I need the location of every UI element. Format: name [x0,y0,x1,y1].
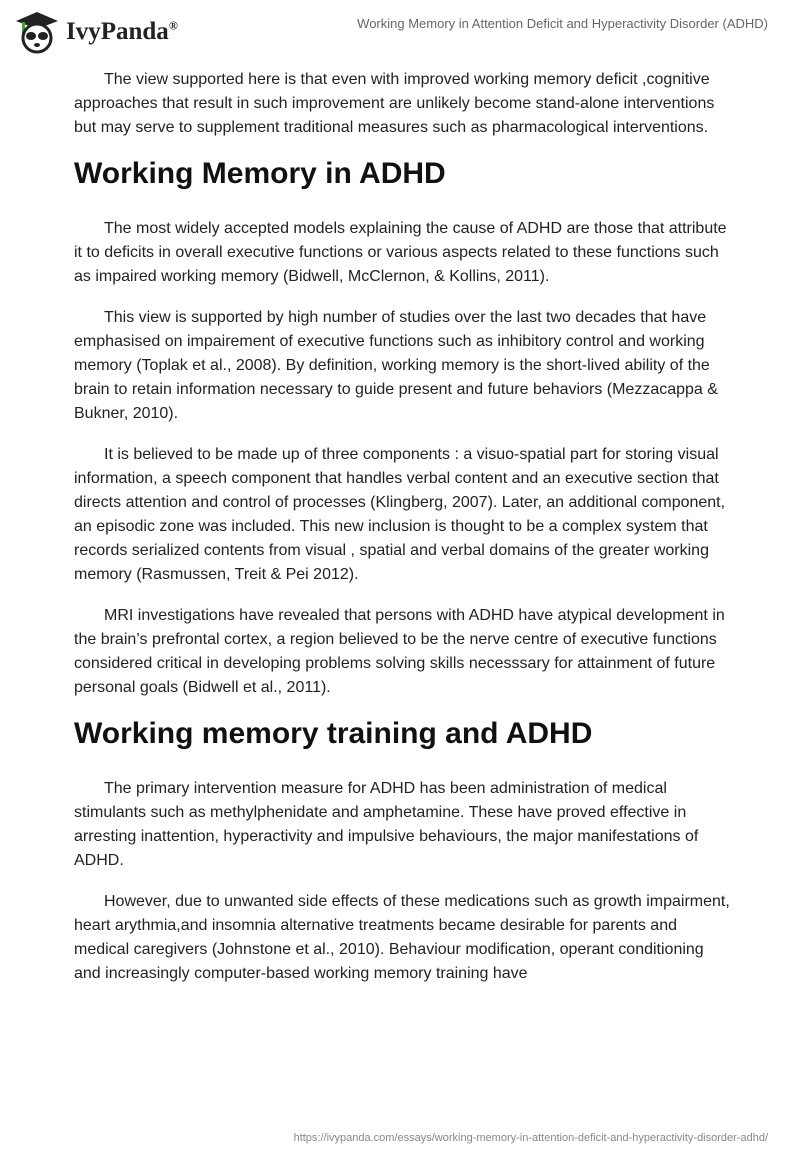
paragraph: MRI investigations have revealed that persons with ADHD have atypical development in the brain’s prefrontal cortex, a region believed to be the nerve centre of executive functions considered critical in developing problems solving skills necesssary for attainment of future personal goals (Bidwell et al., 2011). [74,607,725,696]
paragraph: However, due to unwanted side effects of these medications such as growth impairment, heart arythmia,and insomnia alternative treatments became desirable for parents and medical caregivers (Johnstone et al., 2010). Behaviour modification, operant conditioning and increasingly computer-based working memory training have [74,893,730,982]
panda-logo-icon [14,10,60,54]
paragraph: The view supported here is that even with improved working memory deficit ,cognitive approaches that result in such improvement are unlikely become stand-alone interventions but may serve to supplement traditional measures such as pharmacological interventions. [74,71,715,136]
document-title: Working Memory in Attention Deficit and Hyperactivity Disorder (ADHD) [357,16,768,31]
brand-name: IvyPanda® [66,18,178,45]
paragraph: The primary intervention measure for ADHD has been administration of medical stimulants such as methylphenidate and amphetamine. These have proved effective in arresting inattention, hyperactivity and impulsive behaviours, the major manifestations of ADHD. [74,780,699,869]
paragraph: The most widely accepted models explaining the cause of ADHD are those that attribute it to deficits in overall executive functions or various aspects related to these functions such as impaired working memory (Bidwell, McClernon, & Kollins, 2011). [74,220,727,285]
source-url: https://ivypanda.com/essays/working-memory-in-attention-deficit-and-hyperactivity-disorder-adhd/ [293,1132,768,1144]
section-heading: Working Memory in ADHD [74,157,446,190]
section-heading: Working memory training and ADHD [74,717,593,750]
logo[interactable] [14,10,178,54]
paragraph: This view is supported by high number of studies over the last two decades that have emphasised on impairement of executive functions such as inhibitory control and working memory (Toplak et al., 2008). By definition, working memory is the short-lived ability of the brain to retain information necessary to guide present and future behaviors (Mezzacappa & Bukner, 2010). [74,309,718,422]
paragraph: It is believed to be made up of three components : a visuo-spatial part for storing visual information, a speech component that handles verbal content and an executive section that directs attention and control of processes (Klingberg, 2007). Later, an additional component, an episodic zone was included. This new inclusion is thought to be a complex system that records serialized contents from visual , spatial and verbal domains of the greater working memory (Rasmussen, Treit & Pei 2012). [74,446,726,583]
essay-body [74,68,734,1003]
